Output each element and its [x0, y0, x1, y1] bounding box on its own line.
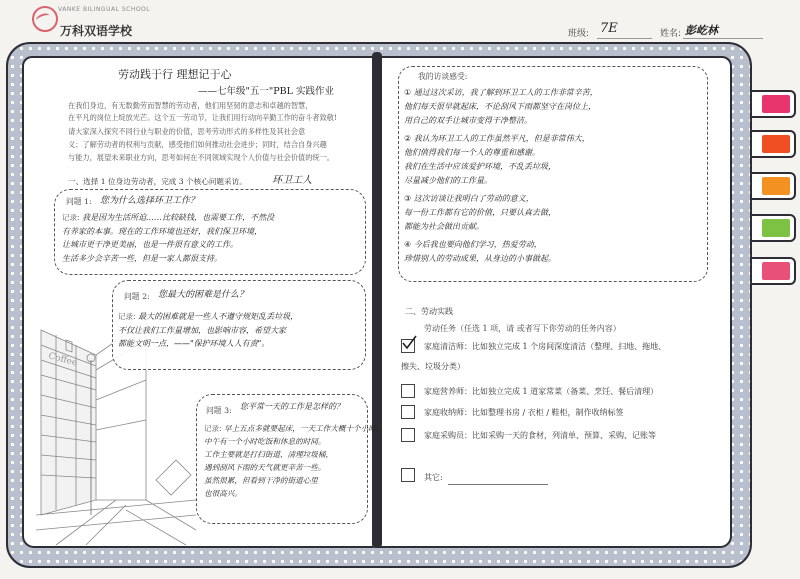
tab-color-swatch: [762, 95, 790, 113]
record-line: 虽然很累，但看到干净的街道心里: [204, 476, 318, 485]
record-label: 记录:: [62, 213, 80, 222]
section2-title: 二、劳动实践: [405, 307, 453, 316]
option-checkbox-nutritionist[interactable]: [401, 384, 415, 398]
record-line: 工作主要就是打扫街道、清理垃圾桶，: [204, 450, 334, 459]
record-line: 遇到刮风下雨的天气就更辛苦一些。: [204, 463, 326, 472]
feeling-line[interactable]: 每一份工作都有它的价值，只要认真去做，: [404, 208, 556, 217]
intro-line: 与能力，展望未来职业方向，思考如何在不同领域实现个人价值与社会价值的统一。: [68, 153, 334, 162]
feeling-line[interactable]: 他们值得我们每一个人的尊重和感谢。: [404, 148, 540, 157]
intro-line: 义；了解劳动者的权利与贡献，感受他们如何推动社会进步；同时，结合自身兴趣: [68, 140, 327, 149]
option-label-other: 其它:: [424, 473, 443, 482]
class-label: 班级:: [568, 29, 590, 39]
intro-line: 请大家深入探究不同行业与职业的价值，思考劳动形式的多样性及其社会意: [68, 127, 306, 136]
option-checkbox-buyer[interactable]: [401, 428, 415, 442]
record-label: 记录:: [118, 312, 136, 321]
school-name-cn: 万科双语学校: [60, 24, 133, 38]
tab-color-swatch: [762, 177, 790, 195]
option-checkbox-organizer[interactable]: [401, 405, 415, 419]
option-checkbox-other[interactable]: [401, 468, 415, 482]
record-label: 记录:: [204, 424, 222, 433]
check-mark-icon: [401, 335, 417, 351]
record-line: 也很高兴。: [204, 489, 242, 498]
record-line: 早上五点多就要起床，一天工作大概十个小时，: [223, 424, 384, 433]
intro-line: 在平凡的岗位上绽放光芒。这个五一劳动节，让我们用行动向辛勤工作的奋斗者致敬!: [68, 113, 337, 122]
feeling-line[interactable]: 我们在生活中应该爱护环境，不乱丢垃圾，: [404, 162, 556, 171]
interview-feelings-title: 我的访谈感受:: [418, 72, 468, 81]
tab-color-swatch: [762, 135, 790, 153]
record-line: 生活多少会辛苦一些，但是一家人都很支持。: [62, 253, 222, 263]
feeling-line[interactable]: ① 通过这次采访，我了解到环卫工人的工作非常辛苦，: [404, 88, 598, 97]
svg-text:Coffee: Coffee: [47, 351, 79, 369]
record-line: 中午有一个小时吃饭和休息的时间。: [204, 437, 326, 446]
tab-color-swatch: [762, 219, 790, 237]
feeling-line[interactable]: ④ 今后我也要向他们学习，热爱劳动，: [404, 240, 542, 249]
task-hint: 劳动任务（任选 1 项，请 或者写下你劳动的任务内容）: [424, 324, 621, 333]
question-1-text[interactable]: 您为什么选择环卫工作？: [100, 196, 200, 206]
feeling-line[interactable]: ③ 这次访谈让我明白了劳动的意义，: [404, 194, 534, 203]
record-line: 让城市更干净更美丽，也是一件很有意义的工作。: [62, 240, 238, 249]
option-label-nutritionist: 家庭营养师：比如独立完成 1 道家常菜（备菜、烹饪、餐后清理）: [424, 387, 659, 396]
record-line: 最大的困难就是一些人不遵守规矩乱丢垃圾，: [138, 312, 299, 321]
school-name-en: VANKE BILINGUAL SCHOOL: [58, 6, 151, 13]
section1-prompt: 一、选择 1 位身边劳动者，完成 3 个核心问题采访。: [68, 177, 247, 186]
name-label: 姓名:: [660, 29, 682, 39]
option-label-cleaner-cont: 擦失、垃圾分类）: [401, 362, 465, 371]
feeling-line[interactable]: 都能为社会做出贡献。: [404, 222, 484, 231]
question-1-label: 问题 1:: [66, 197, 92, 206]
class-underline: [597, 38, 652, 39]
question-3-text[interactable]: 您平常一天的工作是怎样的？: [240, 402, 344, 411]
feeling-line[interactable]: 珍惜别人的劳动成果，从身边的小事做起。: [404, 254, 556, 263]
page-title: 劳动践于行 理想记于心: [118, 68, 232, 81]
tab-color-swatch: [762, 262, 790, 280]
question-2-record[interactable]: [118, 310, 360, 351]
name-underline: [683, 38, 763, 39]
option-checkbox-cleaner[interactable]: [401, 339, 415, 353]
record-line: 有养家的本事。现在的工作环境也还好，我们保卫环境，: [62, 226, 262, 236]
option-label-buyer: 家庭采购员：比如采购一天的食材，列清单、预算、采购、记账等: [424, 431, 656, 440]
notebook-spine: [372, 52, 382, 548]
feeling-line[interactable]: 他们每天很早就起床，不论刮风下雨都坚守在岗位上，: [404, 102, 596, 111]
record-line: 都能文明一点，——"保护环境人人有责"。: [118, 339, 270, 348]
option-label-organizer: 家庭收纳师：比如整理书房 / 衣柜 / 鞋柜，制作收纳标签: [424, 408, 624, 417]
question-2-text[interactable]: 您最大的困难是什么？: [158, 290, 249, 300]
page-subtitle: ——七年级"五一"PBL 实践作业: [198, 86, 334, 97]
selected-worker[interactable]: 环卫工人: [272, 175, 312, 186]
class-value[interactable]: 7E: [600, 21, 618, 36]
record-line: 不仅让我们工作量增加，也影响市容，希望大家: [118, 325, 286, 335]
question-3-record[interactable]: [204, 422, 384, 500]
question-3-label: 问题 3:: [206, 406, 232, 415]
feeling-line[interactable]: 用自己的双手让城市变得干净整洁。: [404, 116, 532, 125]
feeling-line[interactable]: 尽量减少他们的工作量。: [404, 176, 492, 185]
question-1-record[interactable]: [62, 211, 358, 265]
other-input-line[interactable]: [448, 484, 548, 485]
question-2-label: 问题 2:: [124, 292, 150, 301]
intro-line: 在我们身边，有无数勤劳而智慧的劳动者，他们用坚韧的意志和卓越的智慧，: [68, 101, 313, 110]
feeling-line[interactable]: ② 我认为环卫工人的工作虽然平凡，但是非常伟大，: [404, 134, 590, 143]
record-line: 我是因为生活所迫……比较缺钱，也需要工作，不然没: [82, 213, 275, 222]
name-value[interactable]: 彭屹林: [685, 24, 718, 37]
option-label-cleaner: 家庭清洁师：比如独立完成 1 个房间深度清洁（整理、扫地、拖地、: [424, 342, 667, 351]
